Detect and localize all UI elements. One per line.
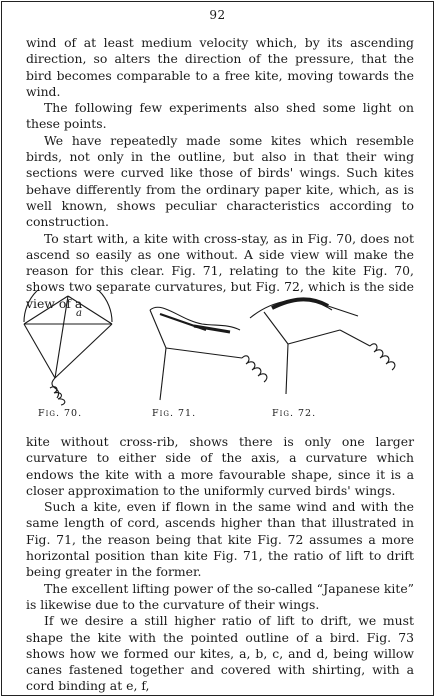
figure-group bbox=[10, 290, 428, 426]
kite-illustrations bbox=[10, 290, 428, 408]
fig70-label-a: a bbox=[76, 308, 82, 319]
page-number: 92 bbox=[209, 8, 226, 22]
paragraph: The following few experiments also shed some light on these points. bbox=[26, 100, 414, 132]
paragraph: The excellent lifting power of the so-called “Japanese kite” is likewise due to the curvature of their wings. bbox=[26, 580, 414, 612]
fig71-caption: Fig. 71. bbox=[152, 408, 197, 419]
fig71-drawing bbox=[150, 307, 267, 400]
paragraph: If we desire a still higher ratio of lift to drift, we must shape the kite with the pointed outline of a bird. Fig. 73 shows how we formed our kites, a, b, c, and d, being willow canes fastened together and covered with shirting, with a cord binding at e, f, bbox=[26, 613, 414, 694]
fig72-caption: Fig. 72. bbox=[272, 408, 317, 419]
paragraph: kite without cross-rib, shows there is only one larger curvature to either side of the axis, a curvature which endows the kite with a more favourable shape, since it is a closer approximation to the uniformly curved birds' wings. bbox=[26, 434, 414, 498]
fig70-drawing bbox=[24, 290, 112, 405]
paragraph: We have repeatedly made some kites which resemble birds, not only in the outline, but also in that their wing sections were curved like those of birds' wings. Such kites behave differently from the ordinary paper kite, which, as is well known, shows peculiar characteristics according to construction. bbox=[26, 132, 414, 230]
text-block-top bbox=[26, 35, 414, 312]
fig72-drawing bbox=[250, 299, 395, 394]
book-page bbox=[1, 1, 434, 696]
paragraph: Such a kite, even if flown in the same wind and with the same length of cord, ascends higher than that illustrated in Fig. 71, the reason being that kite Fig. 72 assumes a more horizontal position than kite Fig. 71, the ratio of lift to drift being greater in the former. bbox=[26, 499, 414, 580]
fig70-caption: Fig. 70. bbox=[38, 408, 83, 419]
paragraph: To start with, a kite with cross-stay, as in Fig. 70, does not ascend so easily as one without. A side view will make the reason for this clear. Fig. 71, relating to the kite Fig. 70, shows two separate curvatures, but Fig. 72, which is the side view of a bbox=[26, 230, 414, 311]
text-block-bottom bbox=[26, 434, 414, 695]
paragraph: wind of at least medium velocity which, by its ascending direction, so alters the direction of the pressure, that the bird becomes comparable to a free kite, moving towards the wind. bbox=[26, 35, 414, 99]
